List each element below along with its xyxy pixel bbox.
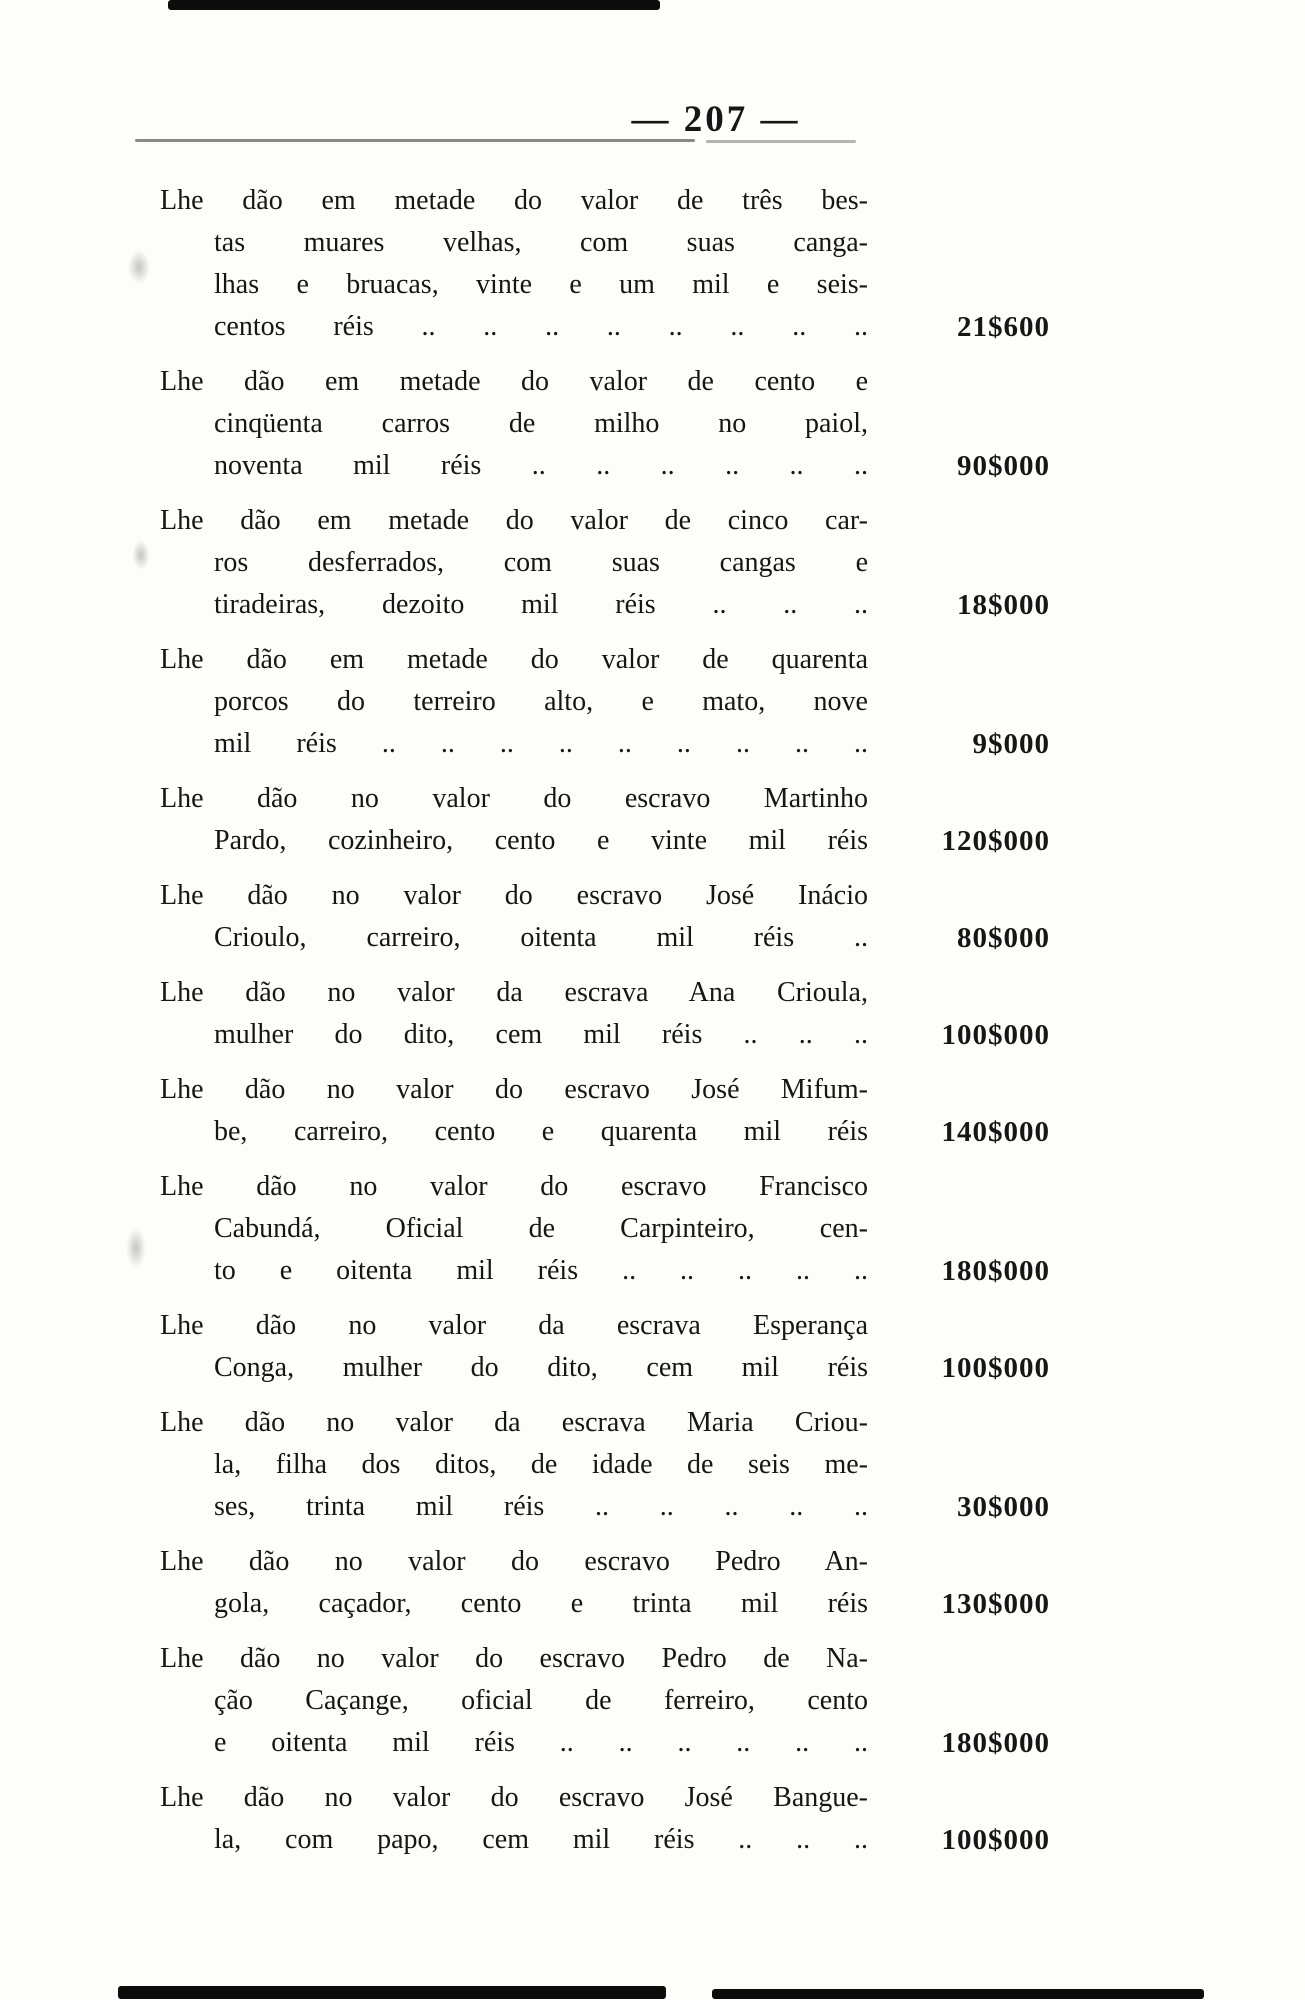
entry-text [160,1069,868,1153]
entry-line: Lhe dão no valor da escrava Maria Criou- [160,1407,868,1438]
entry-line: Lhe dão no valor da escrava Ana Crioula, [160,977,868,1008]
entry-line: Cabundá, Oficial de Carpinteiro, cen- [214,1213,868,1244]
ledger-entry [160,1166,1050,1292]
entry-amount: 100$000 [941,1352,1050,1384]
entry-text [160,875,868,959]
entry-line: centos réis .. .. .. .. .. .. .. .. [214,311,868,342]
entry-amount: 180$000 [941,1727,1050,1759]
entry-line: lhas e bruacas, vinte e um mil e seis- [214,269,868,300]
ledger-entry [160,1069,1050,1153]
ledger-entry [160,180,1050,348]
entry-amount: 100$000 [941,1019,1050,1051]
ledger-entry [160,1541,1050,1625]
entry-line: Lhe dão em metade do valor de cinco car- [160,505,868,536]
entry-text [160,1541,868,1625]
entry-line: ses, trinta mil réis .. .. .. .. .. [214,1491,868,1522]
entry-amount: 100$000 [941,1824,1050,1856]
entry-line: Lhe dão em metade do valor de três bes- [160,185,868,216]
scan-artifact-bottom-left [118,1986,666,1999]
entry-text [160,1777,868,1861]
entry-line: tas muares velhas, com suas canga- [214,227,868,258]
entry-line: Lhe dão no valor do escravo Francisco [160,1171,868,1202]
entry-line: Crioulo, carreiro, oitenta mil réis .. [214,922,868,953]
entry-line: Lhe dão no valor do escravo Martinho [160,783,868,814]
entry-line: Lhe dão no valor do escravo José Mifum- [160,1074,868,1105]
entry-line: mil réis .. .. .. .. .. .. .. .. .. [214,728,868,759]
entry-line: Pardo, cozinheiro, cento e vinte mil réis [214,825,868,856]
entry-amount: 140$000 [941,1116,1050,1148]
entry-amount: 21$600 [957,311,1050,343]
entry-text [160,1166,868,1292]
entry-amount: 18$000 [957,589,1050,621]
entry-line: porcos do terreiro alto, e mato, nove [214,686,868,717]
entry-line: ros desferrados, com suas cangas e [214,547,868,578]
ledger-entry [160,778,1050,862]
entry-line: Lhe dão em metade do valor de quarenta [160,644,868,675]
entry-line: Conga, mulher do dito, cem mil réis [214,1352,868,1383]
entry-amount: 9$000 [972,728,1050,760]
scan-smudge [126,1228,146,1268]
entry-text [160,1402,868,1528]
entry-text [160,361,868,487]
entry-text [160,1638,868,1764]
ledger-entry [160,500,1050,626]
ledger-entry [160,875,1050,959]
ledger-entry [160,1638,1050,1764]
entry-line: Lhe dão no valor do escravo Pedro An- [160,1546,868,1577]
entry-text [160,972,868,1056]
ledger-entry [160,1305,1050,1389]
scan-smudge [128,250,150,284]
entry-line: la, filha dos ditos, de idade de seis me- [214,1449,868,1480]
entry-amount: 80$000 [957,922,1050,954]
entry-text [160,1305,868,1389]
entry-line: e oitenta mil réis .. .. .. .. .. .. [214,1727,868,1758]
entry-amount: 120$000 [941,825,1050,857]
page-number: — 207 — [631,99,801,140]
entry-amount: 30$000 [957,1491,1050,1523]
ledger-entry [160,972,1050,1056]
ledger-entry [160,639,1050,765]
entry-line: gola, caçador, cento e trinta mil réis [214,1588,868,1619]
entry-line: Lhe dão no valor da escrava Esperança [160,1310,868,1341]
scan-smudge [132,540,150,570]
scan-streak [135,139,695,142]
scan-artifact-bottom-right [712,1989,1204,1999]
ledger-entry [160,361,1050,487]
entry-line: cinqüenta carros de milho no paiol, [214,408,868,439]
entry-text [160,639,868,765]
entry-amount: 90$000 [957,450,1050,482]
ledger-entry [160,1777,1050,1861]
entry-line: to e oitenta mil réis .. .. .. .. .. [214,1255,868,1286]
entry-line: la, com papo, cem mil réis .. .. .. [214,1824,868,1855]
entry-line: Lhe dão no valor do escravo José Inácio [160,880,868,911]
entries-list [160,180,1050,1874]
ledger-entry [160,1402,1050,1528]
entry-text [160,500,868,626]
scan-artifact-top [168,0,660,10]
entry-text [160,180,868,348]
entry-text [160,778,868,862]
entry-line: be, carreiro, cento e quarenta mil réis [214,1116,868,1147]
entry-line: ção Caçange, oficial de ferreiro, cento [214,1685,868,1716]
entry-amount: 130$000 [941,1588,1050,1620]
entry-line: mulher do dito, cem mil réis .. .. .. [214,1019,868,1050]
entry-amount: 180$000 [941,1255,1050,1287]
entry-line: noventa mil réis .. .. .. .. .. .. [214,450,868,481]
entry-line: Lhe dão no valor do escravo Pedro de Na- [160,1643,868,1674]
entry-line: Lhe dão no valor do escravo José Bangue- [160,1782,868,1813]
entry-line: Lhe dão em metade do valor de cento e [160,366,868,397]
entry-line: tiradeiras, dezoito mil réis .. .. .. [214,589,868,620]
